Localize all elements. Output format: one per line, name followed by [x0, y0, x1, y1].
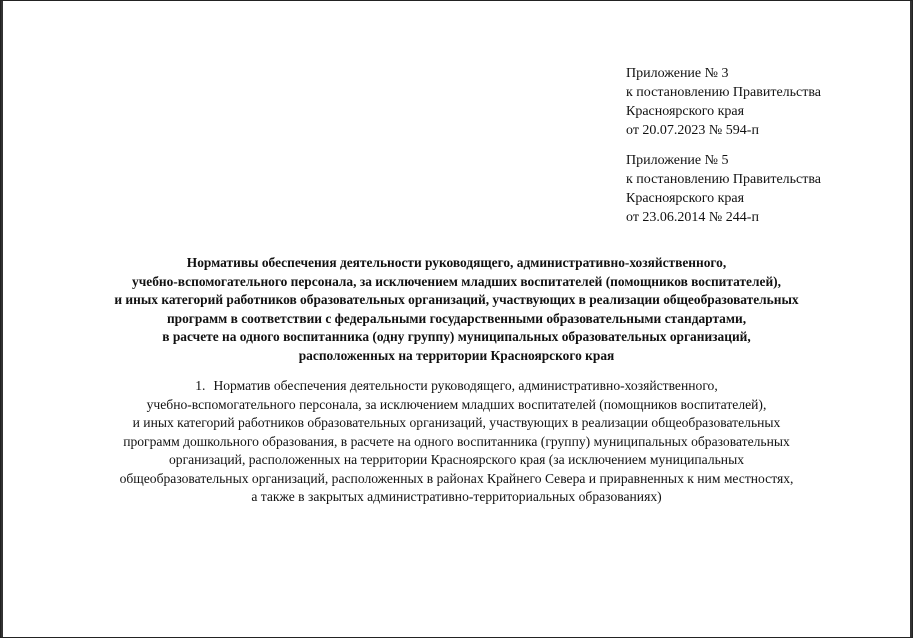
- title-line: в расчете на одного воспитанника (одну группу) муниципальных образовательных организаций,: [162, 329, 751, 344]
- appendix-date: от 20.07.2023 № 594-п: [626, 123, 759, 138]
- section-line-text: Норматив обеспечения деятельности руководящего, административно-хозяйственного,: [213, 378, 718, 393]
- title-line: расположенных на территории Красноярского края: [298, 347, 615, 363]
- appendix-date: от 23.06.2014 № 244-п: [626, 210, 759, 225]
- section-line: организаций, расположенных на территории Красноярского края (за исключением муниципальных: [168, 452, 745, 467]
- section-line: и иных категорий работников образовательных организаций, участвующих в реализации общеобразовательных: [132, 415, 781, 430]
- title-line: программ в соответствии с федеральными государственными образовательными стандартами,: [166, 310, 747, 326]
- appendix-reference: к постановлению Правительства: [626, 172, 822, 187]
- section-1-heading: [41, 377, 872, 507]
- section-line: программ дошкольного образования, в расчете на одного воспитанника (группу) муниципальных образовательных: [123, 433, 790, 449]
- title-line: Нормативы обеспечения деятельности руководящего, административно-хозяйственного,: [186, 255, 727, 270]
- document-title: [41, 254, 872, 365]
- section-number: 1.: [195, 378, 206, 393]
- appendix-region: Красноярского края: [626, 191, 745, 206]
- title-line: учебно-вспомогательного персонала, за исключением младших воспитателей (помощников воспитателей),: [132, 273, 781, 289]
- scan-edge-left: [1, 1, 3, 637]
- appendix-block-original: [626, 151, 906, 227]
- appendix-reference: к постановлению Правительства: [626, 85, 822, 100]
- section-line: учебно-вспомогательного персонала, за исключением младших воспитателей (помощников воспитателей),: [146, 396, 767, 412]
- appendix-region: Красноярского края: [626, 104, 745, 119]
- appendix-block-current: [626, 64, 906, 140]
- scan-edge-right: [910, 1, 912, 637]
- section-line: [41, 377, 872, 396]
- appendix-number: Приложение № 3: [626, 66, 729, 81]
- title-line: и иных категорий работников образовательных организаций, участвующих в реализации общеобразовательных: [114, 292, 799, 307]
- appendix-number: Приложение № 5: [626, 153, 729, 168]
- section-line: а также в закрытых административно-территориальных образованиях): [251, 489, 662, 504]
- section-line: общеобразовательных организаций, расположенных в районах Крайнего Севера и приравненных к ним местностях,: [119, 470, 794, 486]
